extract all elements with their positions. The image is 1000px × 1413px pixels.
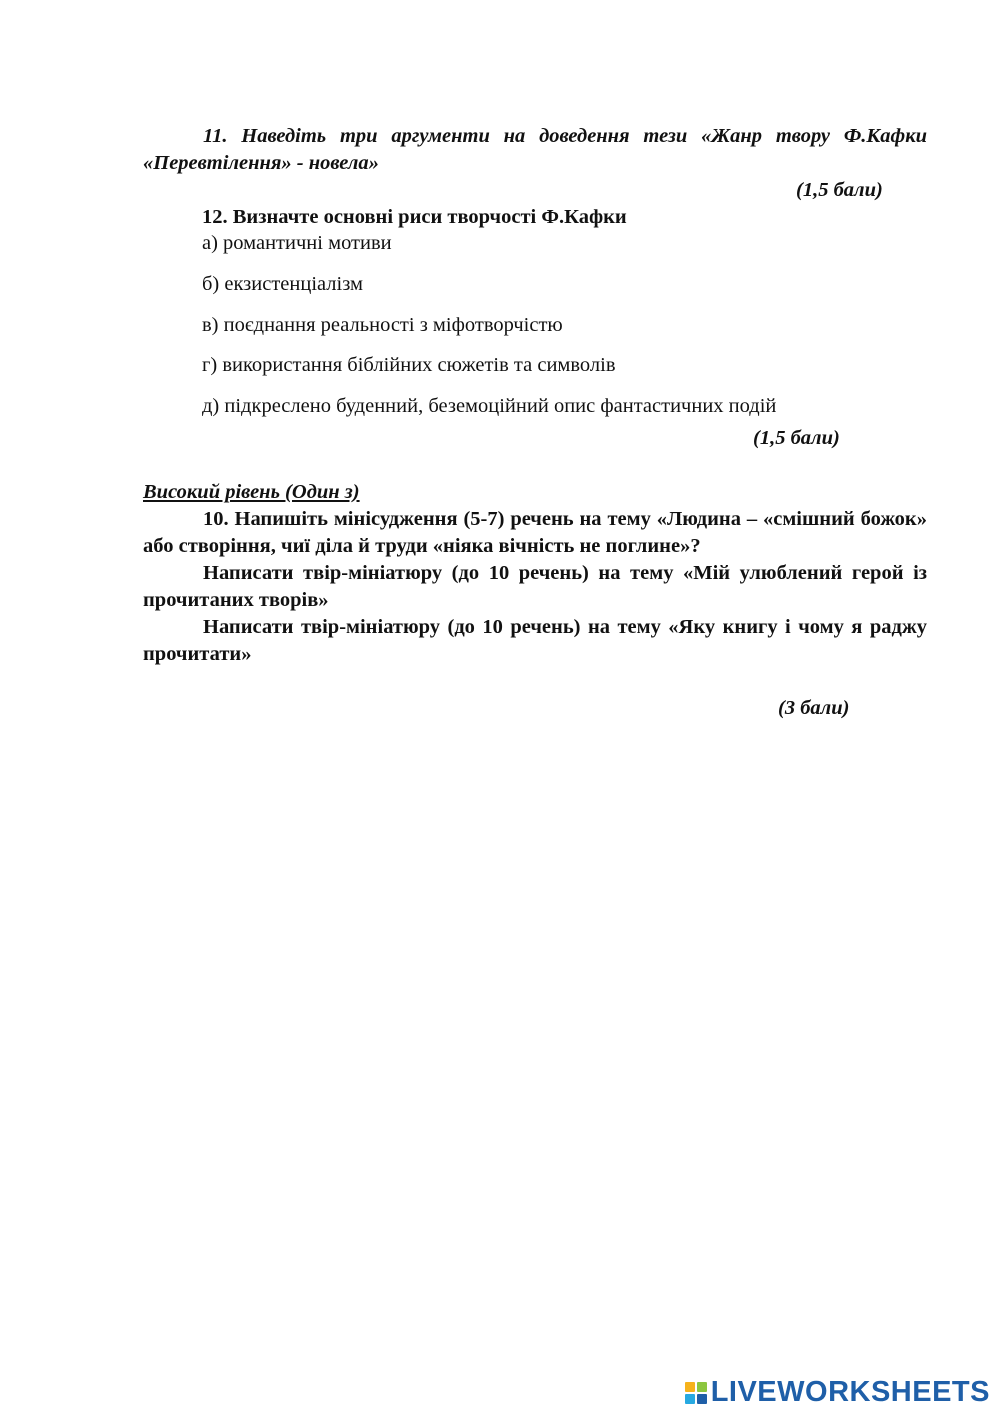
high-level-task-3: Написати твір-мініатюру (до 10 речень) на тему «Яку книгу і чому я раджу прочитати» — [143, 616, 927, 665]
high-level-task-2: Написати твір-мініатюру (до 10 речень) на тему «Мій улюблений герой із прочитаних творів» — [143, 562, 927, 611]
task-11-score: (1,5 бали) — [796, 179, 883, 201]
logo-squares-icon — [685, 1382, 707, 1404]
high-level-task-1: 10. Напишіть мінісудження (5-7) речень на тему «Людина – «смішний божок» або створіння, чиї діла й труди «ніяка вічність не поглине»? — [143, 508, 927, 557]
task-12-option-e: д) підкреслено буденний, беземоційний опис фантастичних подій — [202, 395, 777, 417]
task-12-option-d: г) використання біблійних сюжетів та символів — [202, 354, 616, 376]
task-12-option-b: б) екзистенціалізм — [202, 273, 364, 295]
high-level-tasks — [143, 506, 927, 668]
high-level-score: (3 бали) — [778, 697, 850, 719]
task-12-option-a: а) романтичні мотиви — [202, 232, 392, 254]
high-level-heading: Високий рівень (Один з) — [143, 481, 360, 503]
task-12-title: 12. Визначте основні риси творчості Ф.Кафки — [202, 206, 627, 228]
liveworksheets-logo — [685, 1376, 990, 1409]
logo-text: LIVEWORKSHEETS — [710, 1376, 990, 1408]
task-11-text: 11. Наведіть три аргументи на доведення тези «Жанр твору Ф.Кафки «Перевтілення» - новела» — [143, 125, 927, 174]
task-12-score: (1,5 бали) — [753, 427, 840, 449]
task-12-option-c: в) поєднання реальності з міфотворчістю — [202, 314, 563, 336]
